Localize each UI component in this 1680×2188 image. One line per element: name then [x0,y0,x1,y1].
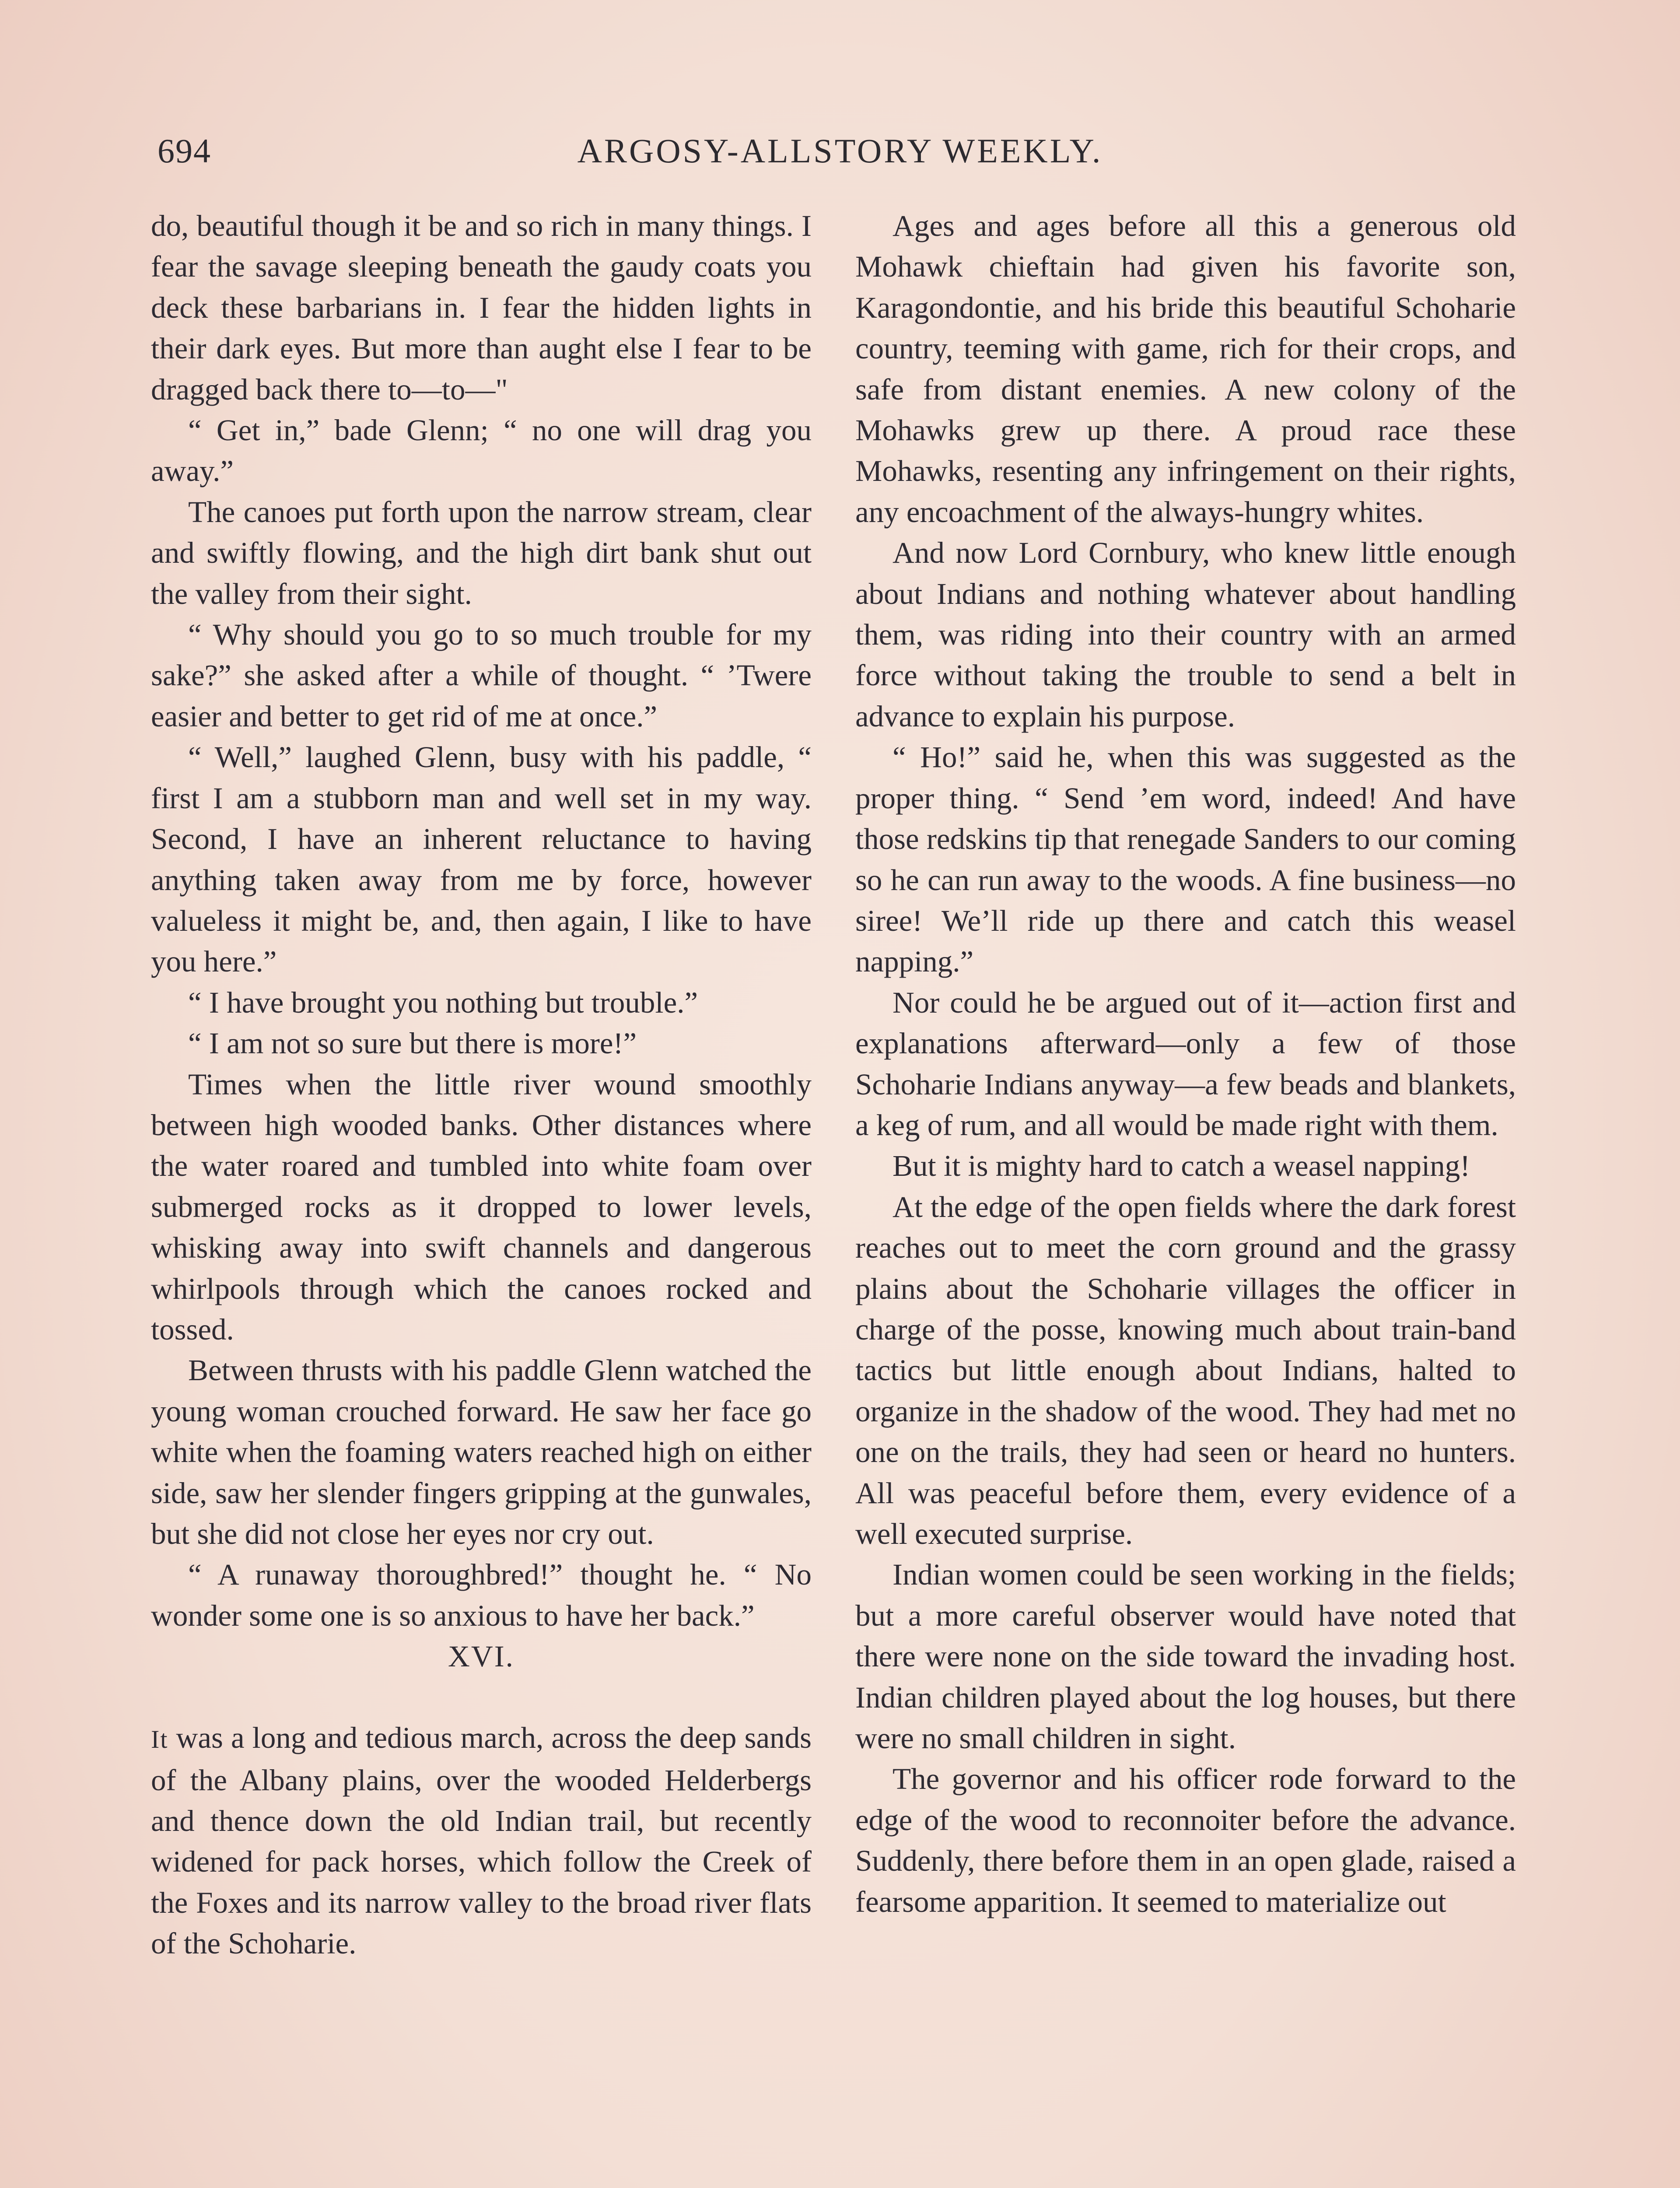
paragraph [151,1718,812,1964]
paragraph: “ Ho!” said he, when this was suggested as the proper thing. “ Send ’em word, indeed! And have those redskins tip that renegade Sanders to our coming so he can run away to the woods. A fine business—no siree! We’ll ride up there and catch this weasel napping.” [855,740,1516,978]
opening-small-caps: It [151,1725,168,1754]
paragraph: But it is mighty hard to catch a weasel napping! [892,1149,1470,1183]
paragraph: At the edge of the open fields where the dark forest reaches out to meet the corn ground and the grassy plains about the Schoharie villages the officer in charge of the posse, knowing much about train-band tactics but little enough about Indians, halted to organize in the shadow of the wood. They had met no one on the trails, they had seen or heard no hunters. All was peaceful before them, every evidence of a well executed surprise. [855,1190,1516,1550]
paragraph: Indian women could be seen working in the fields; but a more careful observer would have noted that there were none on the side toward the invading host. Indian children played about the log houses, but there were no small children in sight. [855,1558,1516,1755]
paragraph: Nor could he be argued out of it—action first and explanations afterward—only a few of those Schoharie Indians anyway—a few beads and blankets, a keg of rum, and all would be made right with them. [855,985,1516,1142]
paragraph: The governor and his officer rode forward to the edge of the wood to reconnoiter before the advance. Suddenly, there before them in an open glade, raised a fearsome apparition. It seemed to materialize out [855,1762,1516,1918]
paragraph: “ I am not so sure but there is more!” [188,1027,637,1060]
opening-text: was a long and tedious march, across the deep sands of the Albany plains, over the wooded Helderbergs and thence down the old Indian trail, but recently widened for pack horses, which follow the Creek of the Foxes and its narrow valley to the broad river flats of the Schoharie. [151,1721,812,1960]
paragraph: do, beautiful though it be and so rich in many things. I fear the savage sleeping beneath the gaudy coats you deck these barbarians in. I fear the hidden lights in their dark eyes. But more than aught else I fear to be dragged back there to—to—" [151,209,812,406]
paragraph: “ Well,” laughed Glenn, busy with his paddle, “ first I am a stubborn man and well set in my way. Second, I have an inherent reluctance to having anything taken away from me by force, however valueless it might be, and, then again, I like to have you here.” [151,740,812,978]
paragraph: “ A runaway thoroughbred!” thought he. “ No wonder some one is so anxious to have her back.” [151,1558,812,1632]
paragraph: The canoes put forth upon the narrow stream, clear and swiftly flowing, and the high dirt bank shut out the valley from their sight. [151,495,812,610]
page-header [0,131,1680,179]
paragraph: Times when the little river wound smoothly between high wooded banks. Other distances where the water roared and tumbled into white foam over submerged rocks as it dropped to lower levels, whisking away into swift channels and dangerous whirlpools through which the canoes rocked and tossed. [151,1067,812,1346]
paragraph: “ Get in,” bade Glenn; “ no one will drag you away.” [151,414,812,488]
paragraph: And now Lord Cornbury, who knew little enough about Indians and nothing whatever about handling them, was riding into their country with an armed force without taking the trouble to send a belt in advance to explain his purpose. [855,536,1516,733]
page-number: 694 [158,132,211,170]
paragraph: “ I have brought you nothing but trouble.” [188,985,698,1019]
left-text-column [151,206,812,2188]
paragraph: “ Why should you go to so much trouble for my sake?” she asked after a while of thought. “ ’Twere easier and better to get rid of me at once.” [151,618,812,733]
right-text-column [855,206,1516,2188]
paragraph: Ages and ages before all this a generous old Mohawk chieftain had given his favorite son, Karagondontie, and his bride this beautiful Schoharie country, teeming with game, rich for their crops, and safe from distant enemies. A new colony of the Mohawks grew up there. A proud race these Mohawks, resenting any infringement on their rights, any encoachment of the always-hungry whites. [855,209,1516,529]
running-title: ARGOSY-ALLSTORY WEEKLY. [577,132,1103,170]
chapter-heading: XVI. [448,1640,514,1673]
paragraph: Between thrusts with his paddle Glenn watched the young woman crouched forward. He saw her face go white when the foaming waters reached high on either side, saw her slender fingers gripping at the gunwales, but she did not close her eyes nor cry out. [151,1353,812,1550]
